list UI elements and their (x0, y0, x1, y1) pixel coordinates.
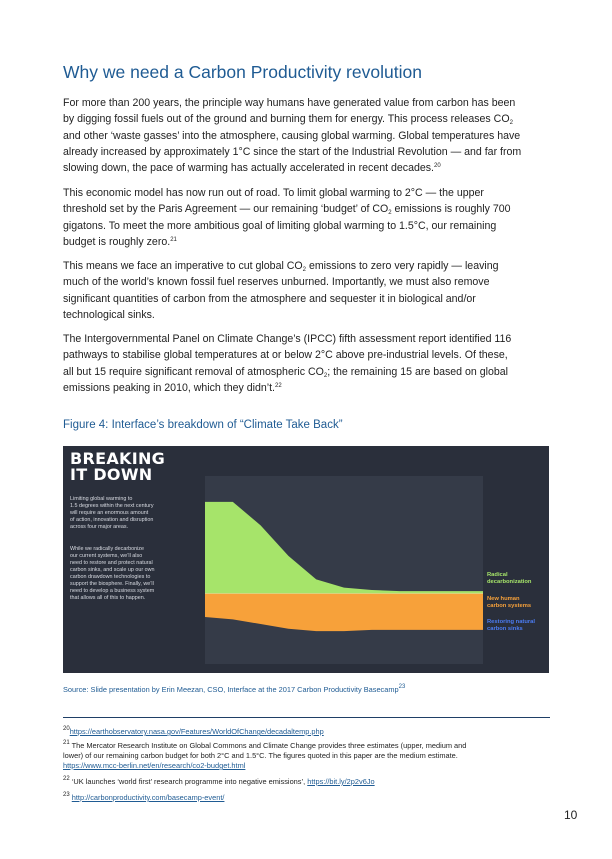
footnote-22: $^{22}$ ‘UK launches ‘world first’ research programme into negative emissions’, https://bit.ly/2p2v6Jo (63, 776, 375, 786)
figure-caption: Figure 4: Interface’s breakdown of “Climate Take Back” (63, 419, 343, 431)
footnote-ref[interactable]: 22 (275, 382, 282, 389)
paragraph-line: This means we face an imperative to cut global $CO_2$ emissions to zero very rapidly — leaving (63, 260, 499, 273)
footnote-23 (63, 793, 550, 803)
paragraph-line: technological sinks. (63, 308, 155, 321)
paragraph-line: For more than 200 years, the principle way humans have generated value from carbon has been (63, 97, 516, 109)
slide-text-line: carbon sinks, and scale up our own (70, 567, 155, 573)
footnote-link[interactable]: http://carbonproductivity.com/basecamp-event/ (71, 793, 225, 802)
figure-source: Source: Slide presentation by Erin Meezan, CSO, Interface at the 2017 Carbon Productivity Basecamp$^{23}$ (63, 684, 406, 694)
slide-text-line: 1.5 degrees within the next century (70, 503, 154, 509)
breakdown-area-chart (63, 446, 549, 673)
page-number: 10 (564, 808, 578, 822)
subscript: 2 (509, 120, 513, 127)
slide-text-line: support the biosphere. Finally, we’ll (70, 581, 154, 587)
footnote-20 (63, 727, 550, 737)
slide-text-line: need to restore and protect natural (70, 560, 153, 566)
slide-text-line: will require an enormous amount (70, 510, 149, 516)
slide-text-line: carbon drawdown technologies to (70, 574, 151, 580)
slide-text-line: that allows all of this to happen. (70, 595, 146, 601)
footnote-link[interactable]: https://www.mcc-berlin.net/en/research/co2-budget.html (63, 761, 246, 770)
paragraph-line: gigatons. To meet the more ambitious goal of limiting global warming to 1.5°C, our remaining (63, 219, 497, 232)
paragraph-line: budget is roughly zero.$^{21}$ (63, 235, 177, 248)
paragraph-3 (63, 258, 547, 323)
paragraph-line: This economic model has now run out of road. To limit global warming to 2°C — the upper (63, 187, 484, 199)
legend-restoring-natural-carbon-sinks-line: Restoring natural (487, 619, 535, 625)
figure-slide (63, 446, 549, 673)
legend-radical-decarbonization-line: Radical (487, 572, 508, 578)
paragraph-4 (63, 331, 547, 396)
footnote-ref[interactable]: 23 (398, 684, 406, 690)
footnote-divider (63, 717, 550, 718)
footnote-ref[interactable]: 21 (170, 236, 177, 243)
footnote-ref[interactable]: 20 (434, 163, 441, 170)
footnote-number: 23 (63, 792, 70, 798)
legend-new-human-carbon-systems-line: carbon systems (487, 603, 532, 609)
slide-text-line: our current systems, we’ll also (70, 553, 143, 559)
subscript: 2 (388, 210, 392, 217)
legend-new-human-carbon-systems-line: New human (487, 596, 520, 602)
slide-text-line: need to develop a business system (70, 588, 155, 594)
footnote-link[interactable]: https://bit.ly/2p2v6Jo (307, 777, 375, 786)
paragraph-line: emissions peaking in 2010, which they didn’t.$^{22}$ (63, 381, 282, 394)
paragraph-1 (63, 95, 547, 176)
footnote-number: 21 (63, 740, 70, 746)
paragraph-line: much of the world’s known fossil fuel reserves unburned. Importantly, we must also remove (63, 276, 490, 289)
paragraph-line: significant quantities of carbon from the atmosphere and sequester it in biological and/or (63, 292, 476, 305)
paragraph-line: threshold set by the Paris Agreement — our remaining ‘budget’ of $CO_2$ emissions is roughly 700 (63, 203, 511, 217)
legend-restoring-natural-carbon-sinks-line: carbon sinks (487, 626, 523, 632)
slide-title: BREAKING IT DOWN (70, 449, 166, 484)
paragraph-line: already increased by approximately 1°C since the start of the Industrial Revolution — and far from (63, 145, 522, 158)
slide-text-line: While we radically decarbonize (70, 546, 145, 552)
slide-text-line: of action, innovation and disruption (70, 517, 154, 523)
paragraph-line: by digging fossil fuels out of the ground and burning them for energy. This process releases $CO_2$ (63, 113, 513, 127)
slide-text-line: across four major areas. (70, 524, 129, 530)
footnote-link[interactable]: https://earthobservatory.nasa.gov/Features/WorldOfChange/decadaltemp.php (69, 727, 324, 736)
paragraph-line: pathways to stabilise global temperatures at or below 2°C above pre-industrial levels. Of these, (63, 349, 508, 362)
paragraph-line: all but 15 require significant removal of atmospheric $CO_2$; the remaining 15 are based on global (63, 365, 509, 379)
paragraph-line: slowing down, the pace of warming has actually accelerated in recent decades.$^{20}$ (63, 162, 441, 175)
subscript: 2 (323, 372, 328, 379)
subscript: 2 (302, 267, 306, 273)
legend-radical-decarbonization-line: decarbonization (487, 579, 532, 585)
footnote-number: 22 (63, 776, 70, 782)
footnote-21: $^{21}$ The Mercator Research Institute on Global Commons and Climate Change provides three estimates (upper, medium and lower) of our remaining carbon budget for both 2°C and 1.5°C. The figures quoted in this paper are the medium estimate. https://www.mcc-berlin.net/en/research/co2-budget.html (63, 740, 467, 770)
footnote-number: 20 (63, 726, 70, 732)
paragraph-line: The Intergovernmental Panel on Climate Change’s (IPCC) fifth assessment report identified 116 (63, 333, 512, 345)
section-heading: Why we need a Carbon Productivity revolution (63, 62, 422, 82)
paragraph-2 (63, 185, 547, 250)
slide-text-line: Limiting global warming to (70, 496, 133, 502)
paragraph-line: and other ‘waste gasses’ into the atmosphere, causing global warming. Global temperatures have (63, 129, 521, 142)
